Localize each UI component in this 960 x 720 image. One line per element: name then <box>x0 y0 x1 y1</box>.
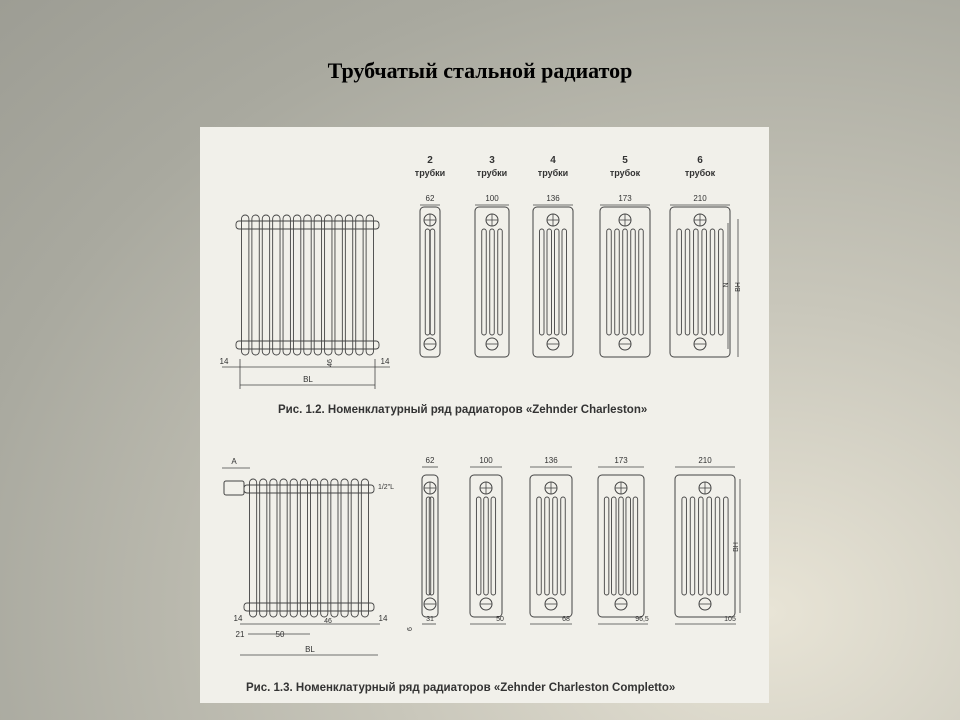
radiator-section <box>293 215 300 355</box>
radiator-section <box>283 215 290 355</box>
side-view-3-tubes <box>475 207 509 357</box>
side2-view-2-tubes <box>422 475 438 617</box>
tube-slot <box>626 497 631 595</box>
type-unit-2: трубки <box>414 168 446 178</box>
bottom-dim-0: 31 <box>426 616 434 623</box>
tube-slot <box>715 497 720 595</box>
type-count-4: 4 <box>550 155 556 166</box>
tube-slot <box>498 229 503 335</box>
radiator-section <box>260 479 267 617</box>
width-label-62: 62 <box>425 194 435 203</box>
radiator-section <box>300 479 307 617</box>
radiator-section <box>262 215 269 355</box>
tube-slot <box>476 497 481 595</box>
side-view-6-tubes <box>670 207 730 357</box>
radiator-section <box>242 215 249 355</box>
width2-label-210: 210 <box>698 456 712 465</box>
dim-length-bl: BL <box>305 645 315 654</box>
dim-pitch-46: 46 <box>327 359 334 367</box>
dim2-height-bh: BH <box>733 542 740 552</box>
tube-slot <box>690 497 695 595</box>
figure2-caption: Рис. 1.3. Номенклатурный ряд радиаторов «Zehnder Charleston Completto» <box>246 682 676 694</box>
tube-slot <box>491 497 496 595</box>
width-label-210: 210 <box>693 194 707 203</box>
dim-height-bh: BH <box>735 282 742 292</box>
type-count-5: 5 <box>622 155 628 166</box>
dim-right-14: 14 <box>378 614 388 623</box>
radiator-section <box>252 215 259 355</box>
section-outline <box>675 475 735 617</box>
radiator-section <box>361 479 368 617</box>
side-view-4-tubes <box>533 207 573 357</box>
section-outline <box>533 207 573 357</box>
tube-slot <box>562 229 567 335</box>
section-outline <box>422 475 438 617</box>
width2-label-62: 62 <box>425 456 435 465</box>
width-label-100: 100 <box>485 194 499 203</box>
radiator-section <box>311 479 318 617</box>
figure-charleston <box>220 155 742 389</box>
dim-offset-21: 21 <box>235 630 245 639</box>
type-count-6: 6 <box>697 155 703 166</box>
side2-view-5-tubes <box>598 475 644 617</box>
side-view-2-tubes <box>420 207 440 357</box>
side2-view-6-tubes <box>675 475 735 617</box>
tube-slot <box>490 229 495 335</box>
radiator-section <box>314 215 321 355</box>
radiator-section <box>356 215 363 355</box>
tube-slot <box>537 497 542 595</box>
side2-view-4-tubes <box>530 475 572 617</box>
tube-slot <box>702 229 707 335</box>
dim-a: A <box>231 457 237 466</box>
section-outline <box>598 475 644 617</box>
dim-pitch-46: 46 <box>324 618 332 625</box>
dim-axis-n: N <box>723 282 730 288</box>
tube-slot <box>607 229 612 335</box>
tube-slot <box>612 497 617 595</box>
figure1-caption: Рис. 1.2. Номенклатурный ряд радиаторов «Zehnder Charleston» <box>278 404 648 416</box>
section-outline <box>475 207 509 357</box>
dim-foot-6: 6 <box>407 627 414 631</box>
tube-slot <box>615 229 620 335</box>
width2-label-136: 136 <box>544 456 558 465</box>
type-count-3: 3 <box>489 155 495 166</box>
bottom-collector <box>244 603 374 611</box>
side2-view-3-tubes <box>470 475 502 617</box>
radiator-section <box>366 215 373 355</box>
type-unit-4: трубки <box>537 168 569 178</box>
tube-slot <box>710 229 715 335</box>
radiator-section <box>321 479 328 617</box>
radiator-section <box>273 215 280 355</box>
width2-label-173: 173 <box>614 456 628 465</box>
tube-slot <box>677 229 682 335</box>
valve-body <box>224 481 244 495</box>
bottom-collector <box>236 341 379 349</box>
radiator-section <box>341 479 348 617</box>
tube-slot <box>633 497 638 595</box>
tube-slot <box>619 497 624 595</box>
tube-slot <box>555 229 560 335</box>
width-label-136: 136 <box>546 194 560 203</box>
scanned-drawing <box>200 127 769 703</box>
radiator-completto-front-view <box>244 479 374 617</box>
tube-slot <box>426 497 431 595</box>
radiator-section <box>351 479 358 617</box>
tube-slot <box>484 497 489 595</box>
radiator-section <box>345 215 352 355</box>
radiator-section <box>250 479 257 617</box>
type-unit-6: трубок <box>684 168 716 178</box>
type-unit-5: трубок <box>609 168 641 178</box>
tube-slot <box>699 497 704 595</box>
bottom-dim-1: 50 <box>496 616 504 623</box>
tube-slot <box>547 229 552 335</box>
tube-slot <box>553 497 558 595</box>
bottom-dim-3: 96,5 <box>635 616 649 623</box>
figure-charleston-completto <box>222 456 740 655</box>
dim-thread: 1/2"L <box>377 484 395 491</box>
tube-slot <box>429 497 434 595</box>
tube-slot <box>639 229 644 335</box>
tube-slot <box>685 229 690 335</box>
tube-slot <box>604 497 609 595</box>
type-count-2: 2 <box>427 155 433 166</box>
bottom-dim-2: 68 <box>562 616 570 623</box>
tube-slot <box>719 229 724 335</box>
dim-left-14: 14 <box>233 614 243 623</box>
dim-right-14: 14 <box>380 357 390 366</box>
dim-length-bl: BL <box>303 375 313 384</box>
tube-slot <box>623 229 628 335</box>
radiator-section <box>270 479 277 617</box>
dim-left-14: 14 <box>219 357 229 366</box>
tube-slot <box>631 229 636 335</box>
slide-title: Трубчатый стальной радиатор <box>327 58 633 83</box>
radiator-section <box>325 215 332 355</box>
tube-slot <box>707 497 712 595</box>
type-unit-3: трубки <box>476 168 508 178</box>
radiator-section <box>304 215 311 355</box>
tube-slot <box>682 497 687 595</box>
tube-slot <box>540 229 545 335</box>
section-outline <box>670 207 730 357</box>
tube-slot <box>430 229 435 335</box>
tube-slot <box>482 229 487 335</box>
radiator-front-view <box>236 215 379 355</box>
top-collector <box>244 485 374 493</box>
section-outline <box>470 475 502 617</box>
bottom-dim-4: 105 <box>724 616 736 623</box>
width-label-173: 173 <box>618 194 632 203</box>
radiator-section <box>335 215 342 355</box>
tube-slot <box>425 229 430 335</box>
tube-slot <box>694 229 699 335</box>
radiator-section <box>331 479 338 617</box>
top-collector <box>236 221 379 229</box>
radiator-section <box>290 479 297 617</box>
side-view-5-tubes <box>600 207 650 357</box>
tube-slot <box>724 497 729 595</box>
dim-first-50: 50 <box>275 630 285 639</box>
tube-slot <box>545 497 550 595</box>
tube-slot <box>561 497 566 595</box>
radiator-section <box>280 479 287 617</box>
width2-label-100: 100 <box>479 456 493 465</box>
